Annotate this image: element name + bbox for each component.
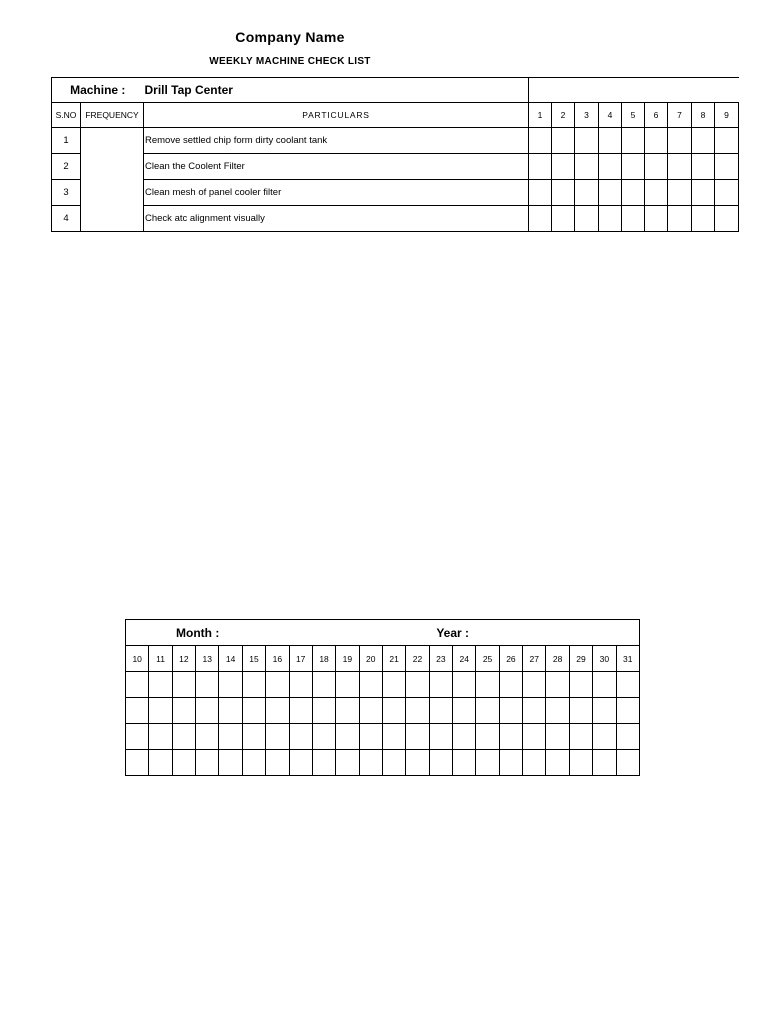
day-header-8: 8 <box>692 103 715 128</box>
check-cell-day-2[interactable] <box>552 206 575 232</box>
calendar-cell-day-20[interactable] <box>359 672 382 698</box>
calendar-day-30: 30 <box>593 646 616 672</box>
calendar-cell-day-28[interactable] <box>546 672 569 698</box>
calendar-cell-day-21[interactable] <box>382 724 405 750</box>
calendar-cell-day-23[interactable] <box>429 672 452 698</box>
calendar-cell-day-16[interactable] <box>266 724 289 750</box>
machine-label: Machine : <box>52 78 144 103</box>
sno-cell: 1 <box>52 128 81 154</box>
calendar-cell-day-23[interactable] <box>429 724 452 750</box>
calendar-cell-day-25[interactable] <box>476 698 499 724</box>
check-cell-day-8[interactable] <box>692 154 715 180</box>
check-cell-day-7[interactable] <box>668 128 692 154</box>
check-cell-day-8[interactable] <box>692 128 715 154</box>
calendar-cell-day-23[interactable] <box>429 698 452 724</box>
sno-header: S.NO <box>52 103 81 128</box>
calendar-day-22: 22 <box>406 646 429 672</box>
calendar-cell-day-15[interactable] <box>242 750 265 776</box>
calendar-cell-day-20[interactable] <box>359 750 382 776</box>
check-cell-day-7[interactable] <box>668 180 692 206</box>
calendar-cell-day-12[interactable] <box>172 698 195 724</box>
check-cell-day-4[interactable] <box>599 206 622 232</box>
check-cell-day-5[interactable] <box>622 180 645 206</box>
calendar-day-20: 20 <box>359 646 382 672</box>
calendar-day-19: 19 <box>336 646 359 672</box>
calendar-cell-day-30[interactable] <box>593 672 616 698</box>
calendar-cell-day-29[interactable] <box>569 724 592 750</box>
calendar-cell-day-10[interactable] <box>126 750 149 776</box>
check-cell-day-3[interactable] <box>575 128 599 154</box>
calendar-cell-day-30[interactable] <box>593 698 616 724</box>
calendar-cell-day-16[interactable] <box>266 672 289 698</box>
check-cell-day-1[interactable] <box>529 128 552 154</box>
calendar-cell-day-30[interactable] <box>593 724 616 750</box>
frequency-header: FREQUENCY <box>81 103 144 128</box>
check-cell-day-6[interactable] <box>645 180 668 206</box>
day-header-3: 3 <box>575 103 599 128</box>
calendar-cell-day-17[interactable] <box>289 698 312 724</box>
calendar-day-21: 21 <box>382 646 405 672</box>
calendar-cell-day-13[interactable] <box>196 750 219 776</box>
check-cell-day-1[interactable] <box>529 180 552 206</box>
calendar-cell-day-11[interactable] <box>149 724 172 750</box>
calendar-cell-day-25[interactable] <box>476 750 499 776</box>
check-cell-day-3[interactable] <box>575 154 599 180</box>
frequency-cell <box>81 128 144 232</box>
calendar-cell-day-19[interactable] <box>336 724 359 750</box>
calendar-day-27: 27 <box>523 646 546 672</box>
calendar-cell-day-17[interactable] <box>289 724 312 750</box>
machine-row <box>52 78 739 103</box>
calendar-cell-day-26[interactable] <box>499 750 522 776</box>
check-cell-day-8[interactable] <box>692 180 715 206</box>
calendar-cell-day-27[interactable] <box>523 672 546 698</box>
check-cell-day-5[interactable] <box>622 206 645 232</box>
check-cell-day-5[interactable] <box>622 128 645 154</box>
sno-cell: 2 <box>52 154 81 180</box>
calendar-cell-day-20[interactable] <box>359 724 382 750</box>
calendar-cell-day-14[interactable] <box>219 750 242 776</box>
calendar-day-18: 18 <box>312 646 335 672</box>
calendar-cell-day-10[interactable] <box>126 672 149 698</box>
calendar-day-25: 25 <box>476 646 499 672</box>
calendar-cell-day-10[interactable] <box>126 724 149 750</box>
day-header-2: 2 <box>552 103 575 128</box>
calendar-cell-day-29[interactable] <box>569 672 592 698</box>
check-cell-day-7[interactable] <box>668 154 692 180</box>
calendar-cell-day-11[interactable] <box>149 750 172 776</box>
calendar-cell-day-31[interactable] <box>616 724 639 750</box>
checklist-row <box>52 180 739 206</box>
calendar-day-28: 28 <box>546 646 569 672</box>
checklist-title: WEEKLY MACHINE CHECK LIST <box>209 56 371 67</box>
calendar-cell-day-31[interactable] <box>616 750 639 776</box>
check-cell-day-9[interactable] <box>715 206 739 232</box>
calendar-cell-day-30[interactable] <box>593 750 616 776</box>
year-label: Year : <box>436 625 470 640</box>
calendar-day-10: 10 <box>126 646 149 672</box>
calendar-cell-day-26[interactable] <box>499 724 522 750</box>
calendar-day-16: 16 <box>266 646 289 672</box>
sno-cell: 4 <box>52 206 81 232</box>
calendar-cell-day-19[interactable] <box>336 698 359 724</box>
calendar-cell-day-12[interactable] <box>172 724 195 750</box>
checklist-row <box>52 128 739 154</box>
calendar-day-14: 14 <box>219 646 242 672</box>
check-cell-day-3[interactable] <box>575 180 599 206</box>
calendar-cell-day-14[interactable] <box>219 698 242 724</box>
calendar-cell-day-21[interactable] <box>382 672 405 698</box>
calendar-cell-day-19[interactable] <box>336 672 359 698</box>
month-year-row <box>126 620 640 646</box>
calendar-day-11: 11 <box>149 646 172 672</box>
calendar-cell-day-28[interactable] <box>546 724 569 750</box>
calendar-cell-day-18[interactable] <box>312 724 335 750</box>
calendar-cell-day-18[interactable] <box>312 698 335 724</box>
calendar-cell-day-31[interactable] <box>616 672 639 698</box>
calendar-cell-day-20[interactable] <box>359 698 382 724</box>
check-cell-day-5[interactable] <box>622 154 645 180</box>
machine-name: Drill Tap Center <box>144 78 529 103</box>
calendar-cell-day-26[interactable] <box>499 672 522 698</box>
check-cell-day-2[interactable] <box>552 180 575 206</box>
particular-cell: Clean the Coolent Filter <box>144 154 529 180</box>
calendar-cell-day-24[interactable] <box>453 672 476 698</box>
calendar-cell-day-10[interactable] <box>126 698 149 724</box>
calendar-cell-day-17[interactable] <box>289 750 312 776</box>
calendar-day-24: 24 <box>453 646 476 672</box>
check-cell-day-2[interactable] <box>552 154 575 180</box>
calendar-day-row <box>126 646 640 672</box>
calendar-cell-day-19[interactable] <box>336 750 359 776</box>
weekly-checklist-table <box>51 77 739 232</box>
calendar-cell-day-25[interactable] <box>476 724 499 750</box>
check-cell-day-1[interactable] <box>529 154 552 180</box>
check-cell-day-3[interactable] <box>575 206 599 232</box>
calendar-cell-day-24[interactable] <box>453 724 476 750</box>
day-header-5: 5 <box>622 103 645 128</box>
check-cell-day-9[interactable] <box>715 128 739 154</box>
calendar-day-31: 31 <box>616 646 639 672</box>
day-header-1: 1 <box>529 103 552 128</box>
calendar-cell-day-27[interactable] <box>523 750 546 776</box>
calendar-cell-day-18[interactable] <box>312 672 335 698</box>
calendar-cell-day-12[interactable] <box>172 750 195 776</box>
calendar-cell-day-28[interactable] <box>546 698 569 724</box>
calendar-cell-day-13[interactable] <box>196 724 219 750</box>
calendar-cell-day-21[interactable] <box>382 698 405 724</box>
calendar-cell-day-27[interactable] <box>523 698 546 724</box>
check-cell-day-6[interactable] <box>645 154 668 180</box>
calendar-cell-day-18[interactable] <box>312 750 335 776</box>
calendar-day-23: 23 <box>429 646 452 672</box>
particular-cell: Check atc alignment visually <box>144 206 529 232</box>
checklist-row <box>52 206 739 232</box>
check-cell-day-4[interactable] <box>599 154 622 180</box>
calendar-cell-day-15[interactable] <box>242 724 265 750</box>
calendar-day-13: 13 <box>196 646 219 672</box>
calendar-day-15: 15 <box>242 646 265 672</box>
calendar-cell-day-29[interactable] <box>569 698 592 724</box>
month-year-cell <box>126 620 640 646</box>
sno-cell: 3 <box>52 180 81 206</box>
check-cell-day-6[interactable] <box>645 206 668 232</box>
calendar-cell-day-22[interactable] <box>406 672 429 698</box>
check-cell-day-6[interactable] <box>645 128 668 154</box>
column-header-row <box>52 103 739 128</box>
check-cell-day-7[interactable] <box>668 206 692 232</box>
calendar-cell-day-21[interactable] <box>382 750 405 776</box>
particular-cell: Remove settled chip form dirty coolant tank <box>144 128 529 154</box>
calendar-cell-day-11[interactable] <box>149 698 172 724</box>
check-cell-day-4[interactable] <box>599 128 622 154</box>
day-header-9: 9 <box>715 103 739 128</box>
month-calendar-table <box>125 619 640 776</box>
check-cell-day-9[interactable] <box>715 154 739 180</box>
calendar-cell-day-12[interactable] <box>172 672 195 698</box>
check-cell-day-9[interactable] <box>715 180 739 206</box>
calendar-cell-day-15[interactable] <box>242 672 265 698</box>
day-header-6: 6 <box>645 103 668 128</box>
calendar-cell-day-26[interactable] <box>499 698 522 724</box>
calendar-cell-day-24[interactable] <box>453 750 476 776</box>
calendar-day-12: 12 <box>172 646 195 672</box>
day-header-7: 7 <box>668 103 692 128</box>
calendar-cell-day-16[interactable] <box>266 698 289 724</box>
company-name: Company Name <box>235 29 345 45</box>
calendar-cell-day-22[interactable] <box>406 724 429 750</box>
calendar-entry-row <box>126 672 640 698</box>
machine-blank-cell <box>529 78 739 103</box>
calendar-entry-row <box>126 698 640 724</box>
calendar-cell-day-29[interactable] <box>569 750 592 776</box>
day-header-4: 4 <box>599 103 622 128</box>
check-cell-day-8[interactable] <box>692 206 715 232</box>
calendar-day-29: 29 <box>569 646 592 672</box>
calendar-entry-row <box>126 750 640 776</box>
calendar-cell-day-31[interactable] <box>616 698 639 724</box>
particulars-header: PARTICULARS <box>144 103 529 128</box>
calendar-cell-day-22[interactable] <box>406 698 429 724</box>
calendar-cell-day-15[interactable] <box>242 698 265 724</box>
calendar-cell-day-28[interactable] <box>546 750 569 776</box>
calendar-cell-day-13[interactable] <box>196 672 219 698</box>
calendar-cell-day-14[interactable] <box>219 672 242 698</box>
month-label: Month : <box>176 625 220 640</box>
calendar-cell-day-27[interactable] <box>523 724 546 750</box>
particular-cell: Clean mesh of panel cooler filter <box>144 180 529 206</box>
calendar-cell-day-11[interactable] <box>149 672 172 698</box>
calendar-cell-day-24[interactable] <box>453 698 476 724</box>
checklist-row <box>52 154 739 180</box>
calendar-entry-row <box>126 724 640 750</box>
check-cell-day-1[interactable] <box>529 206 552 232</box>
calendar-cell-day-13[interactable] <box>196 698 219 724</box>
calendar-day-17: 17 <box>289 646 312 672</box>
calendar-cell-day-17[interactable] <box>289 672 312 698</box>
check-cell-day-4[interactable] <box>599 180 622 206</box>
calendar-cell-day-22[interactable] <box>406 750 429 776</box>
calendar-cell-day-25[interactable] <box>476 672 499 698</box>
calendar-cell-day-23[interactable] <box>429 750 452 776</box>
calendar-cell-day-14[interactable] <box>219 724 242 750</box>
calendar-cell-day-16[interactable] <box>266 750 289 776</box>
calendar-day-26: 26 <box>499 646 522 672</box>
check-cell-day-2[interactable] <box>552 128 575 154</box>
